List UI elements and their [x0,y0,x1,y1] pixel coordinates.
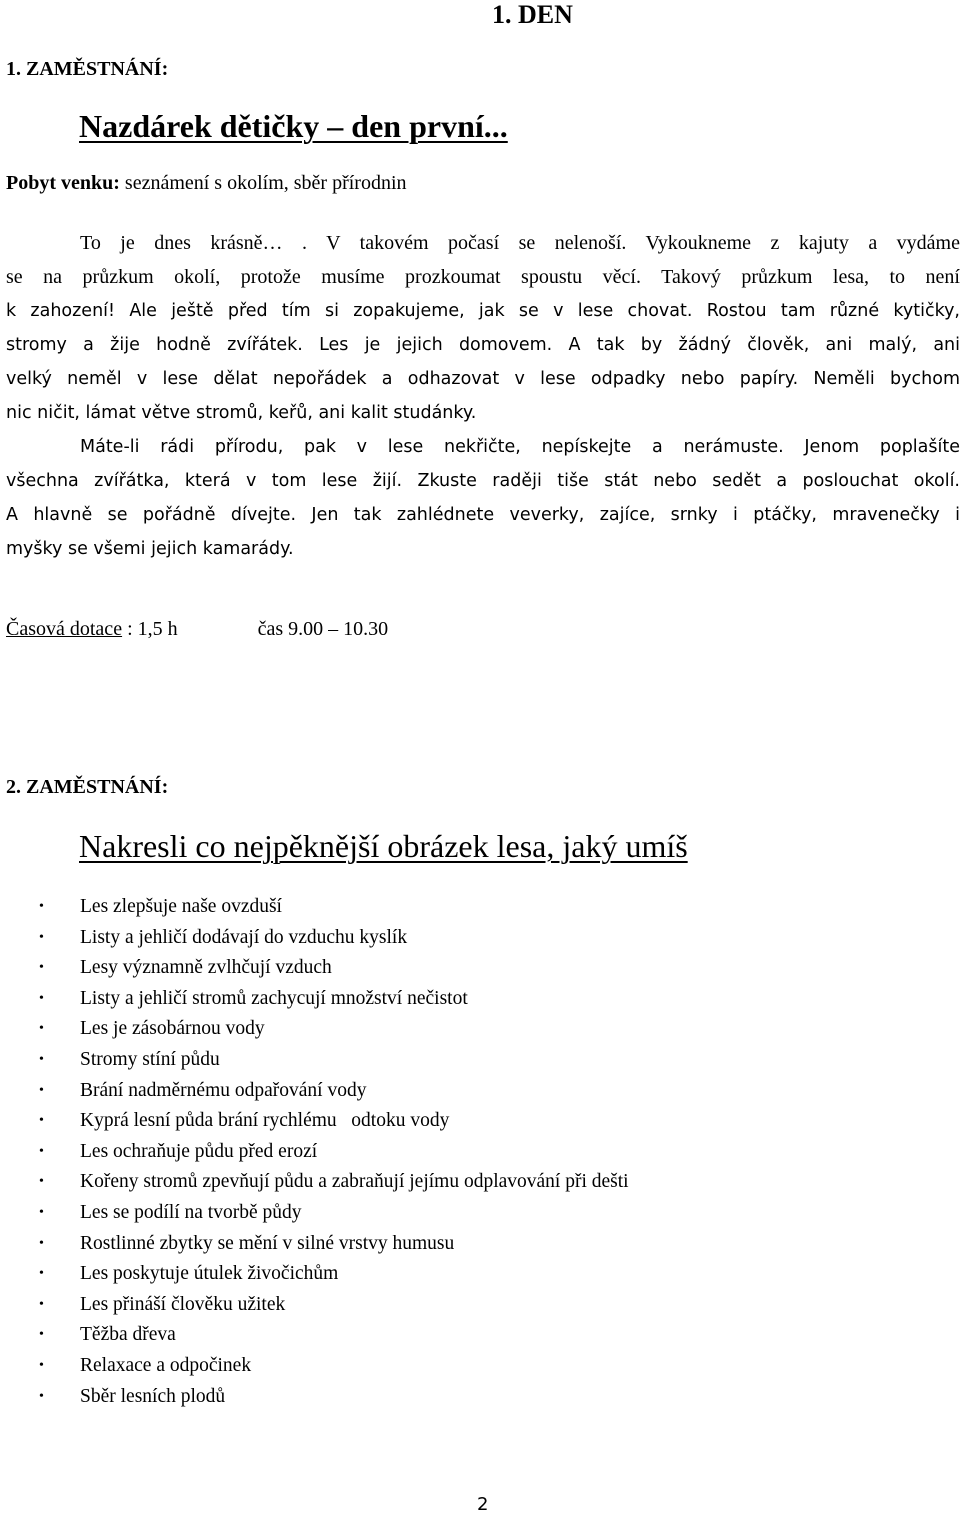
list-item-text: Těžba dřeva [80,1324,176,1346]
activity-1-story [6,226,960,566]
list-item-text: Lesy významně zvlhčují vzduch [80,957,332,979]
list-item-text: Relaxace a odpočinek [80,1354,252,1376]
bullet-icon: • [39,929,44,945]
bullet-icon: • [39,1143,44,1159]
bullet-icon: • [39,1357,44,1373]
list-item-text: Les poskytuje útulek živočichům [80,1263,339,1285]
bullet-icon: • [39,1235,44,1251]
activity-1-label: 1. ZAMĚSTNÁNÍ: [6,58,169,80]
story-line: velký neměl v lese dělat nepořádek a odhazovat v lese odpadky nebo papíry. Neměli bychom [6,369,960,389]
activity-1-title [79,108,508,145]
list-item-text: Listy a jehličí stromů zachycují množství nečistot [80,987,468,1009]
bullet-icon: • [39,1174,44,1190]
time-label: Časová dotace [6,618,123,640]
list-item-text: Rostlinné zbytky se mění v silné vrstvy humusu [80,1232,455,1254]
outdoor-text: seznámení s okolím, sběr přírodnin [124,172,407,194]
story-line: všechna zvířátka, která v tom lese žijí. Zkuste raději tiše stát nebo sedět a poslouchat okolí. [6,471,960,491]
activity-2-label: 2. ZAMĚSTNÁNÍ: [6,776,169,798]
story-line: To je dnes krásně… . V takovém počasí se nelenoší. Vykoukneme z kajuty a vydáme [80,232,960,254]
list-item-text: Les se podílí na tvorbě půdy [80,1201,302,1223]
bullet-icon: • [39,1296,44,1312]
bullet-icon: • [39,1113,44,1129]
story-line: se na průzkum okolí, protože musíme prozkoumat spoustu věcí. Takový průzkum lesa, to není [6,266,960,288]
outdoor-label: Pobyt venku: [6,172,120,194]
story-line: nic ničit, lámat větve stromů, keřů, ani kalit studánky. [6,403,477,423]
story-line: A hlavně se pořádně dívejte. Jen tak zahlédnete veverky, zajíce, srnky i ptáčky, mravenečky i [6,505,960,525]
outdoor-activity [6,172,407,195]
list-item-text: Stromy stíní půdu [80,1048,220,1070]
list-item-text: Sběr lesních plodů [80,1385,226,1407]
list-item-text: Brání nadměrnému odpařování vody [80,1079,367,1101]
list-item-text: Les ochraňuje půdu před erozí [80,1140,318,1162]
list-item-text: Les přináší člověku užitek [80,1293,286,1315]
bullet-icon: • [39,990,44,1006]
bullet-icon: • [39,1021,44,1037]
story-line: k zahození! Ale ještě před tím si zopakujeme, jak se v lese chovat. Rostou tam různé kytičky, [6,301,960,321]
list-item-text: Listy a jehličí dodávají do vzduchu kyslík [80,926,408,948]
time-range: čas 9.00 – 10.30 [257,618,389,640]
bullet-icon: • [39,1051,44,1067]
list-item-text: Kořeny stromů zpevňují půdu a zabraňují jejímu odplavování při dešti [80,1171,629,1193]
activity-1-title-text: Nazdárek dětičky – den první... [79,108,508,144]
bullet-icon: • [39,1388,44,1404]
story-line: stromy a žije hodně zvířátek. Les je jejich domovem. A tak by žádný člověk, ani malý, ani [6,335,960,355]
bullet-icon: • [39,1204,44,1220]
time-value: : 1,5 h [122,618,178,640]
list-item-text: Les zlepšuje naše ovzduší [80,896,282,917]
page-number: 2 [477,1494,489,1515]
day-heading: 1. DEN [492,0,573,29]
bullet-icon: • [39,1327,44,1343]
bullet-icon: • [39,899,44,914]
list-item-text: Kyprá lesní půda brání rychlému odtoku vody [80,1110,450,1132]
story-line: myšky se všemi jejich kamarády. [6,539,294,559]
bullet-icon: • [39,960,44,976]
activity-2-title: Nakresli co nejpěknější obrázek lesa, jaký umíš [79,828,688,864]
list-item-text: Les je zásobárnou vody [80,1018,265,1040]
story-line: Máte-li rádi přírodu, pak v lese nekřičte, nepískejte a nerámuste. Jenom poplašíte [80,437,960,457]
bullet-icon: • [39,1266,44,1282]
bullet-icon: • [39,1082,44,1098]
time-allocation [6,618,388,641]
